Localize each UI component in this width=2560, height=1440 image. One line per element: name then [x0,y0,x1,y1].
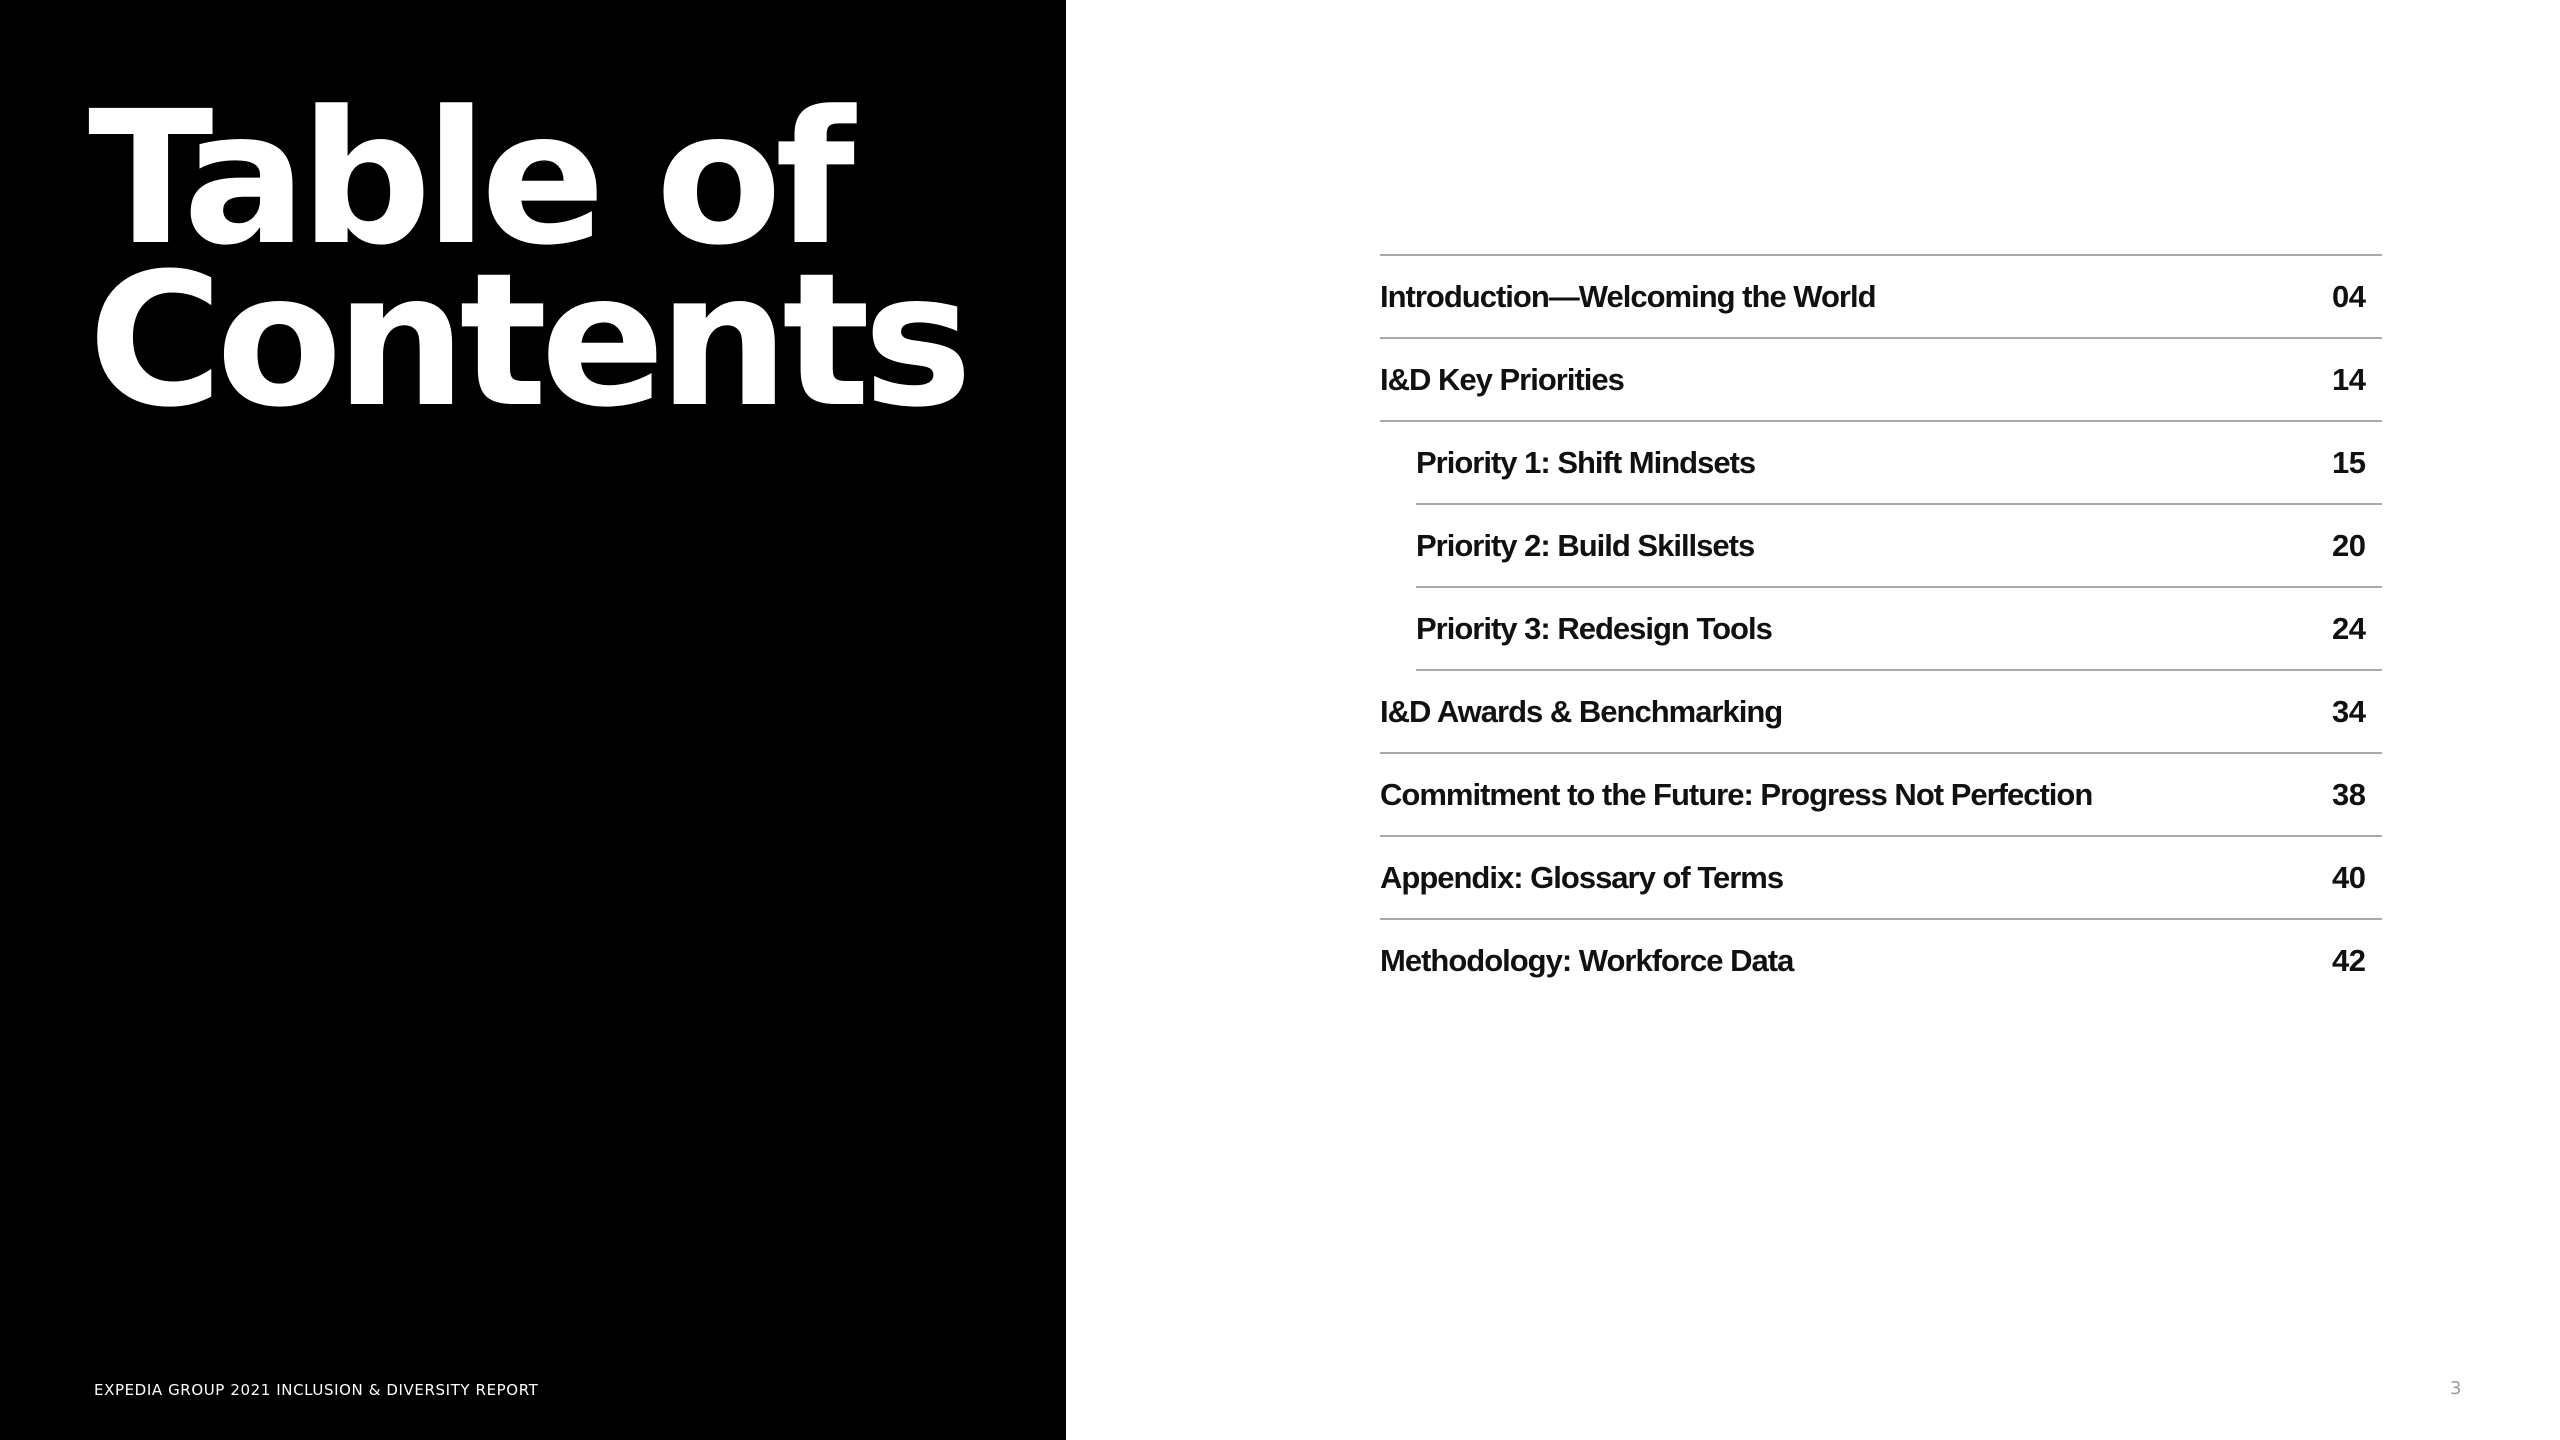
toc-entry-introduction[interactable] [1380,256,2382,339]
page-number: 3 [2450,1378,2462,1399]
toc-entry-priority-2[interactable] [1416,505,2382,588]
toc-entry-priority-1[interactable] [1416,422,2382,505]
toc-entry-page: 04 [2332,278,2366,314]
toc-entry-label: Introduction—Welcoming the World [1380,278,1876,314]
toc-entry-methodology[interactable] [1380,920,2382,1001]
toc-entry-appendix[interactable] [1380,837,2382,920]
toc-entry-label: Methodology: Workforce Data [1380,942,1794,978]
toc-entry-label: Appendix: Glossary of Terms [1380,859,1784,895]
toc-entry-label: I&D Awards & Benchmarking [1380,693,1783,729]
page-title [88,72,966,448]
toc-entry-label: Priority 3: Redesign Tools [1416,610,1772,646]
toc-entry-label: Priority 2: Build Skillsets [1416,527,1755,563]
toc-entry-page: 14 [2332,361,2366,397]
toc-entry-key-priorities[interactable] [1380,339,2382,422]
toc-entry-page: 42 [2332,942,2366,978]
toc-entry-commitment[interactable] [1380,754,2382,837]
toc-entry-awards[interactable] [1380,671,2382,754]
toc-entry-page: 15 [2332,444,2366,480]
toc-entry-page: 24 [2332,610,2366,646]
toc-entry-page: 20 [2332,527,2366,563]
page-title-line-2: Contents [88,234,966,448]
table-of-contents [1380,254,2382,1001]
page-title-line-1: Table of [88,72,849,286]
toc-entry-label: Priority 1: Shift Mindsets [1416,444,1756,480]
toc-entry-priority-3[interactable] [1416,588,2382,671]
left-panel [0,0,1066,1440]
toc-entry-page: 34 [2332,693,2366,729]
toc-entry-label: I&D Key Priorities [1380,361,1624,397]
toc-entry-page: 38 [2332,776,2366,812]
toc-entry-page: 40 [2332,859,2366,895]
report-name-footer: EXPEDIA GROUP 2021 INCLUSION & DIVERSITY REPORT [94,1381,539,1399]
toc-entry-label: Commitment to the Future: Progress Not Perfection [1380,776,2093,812]
